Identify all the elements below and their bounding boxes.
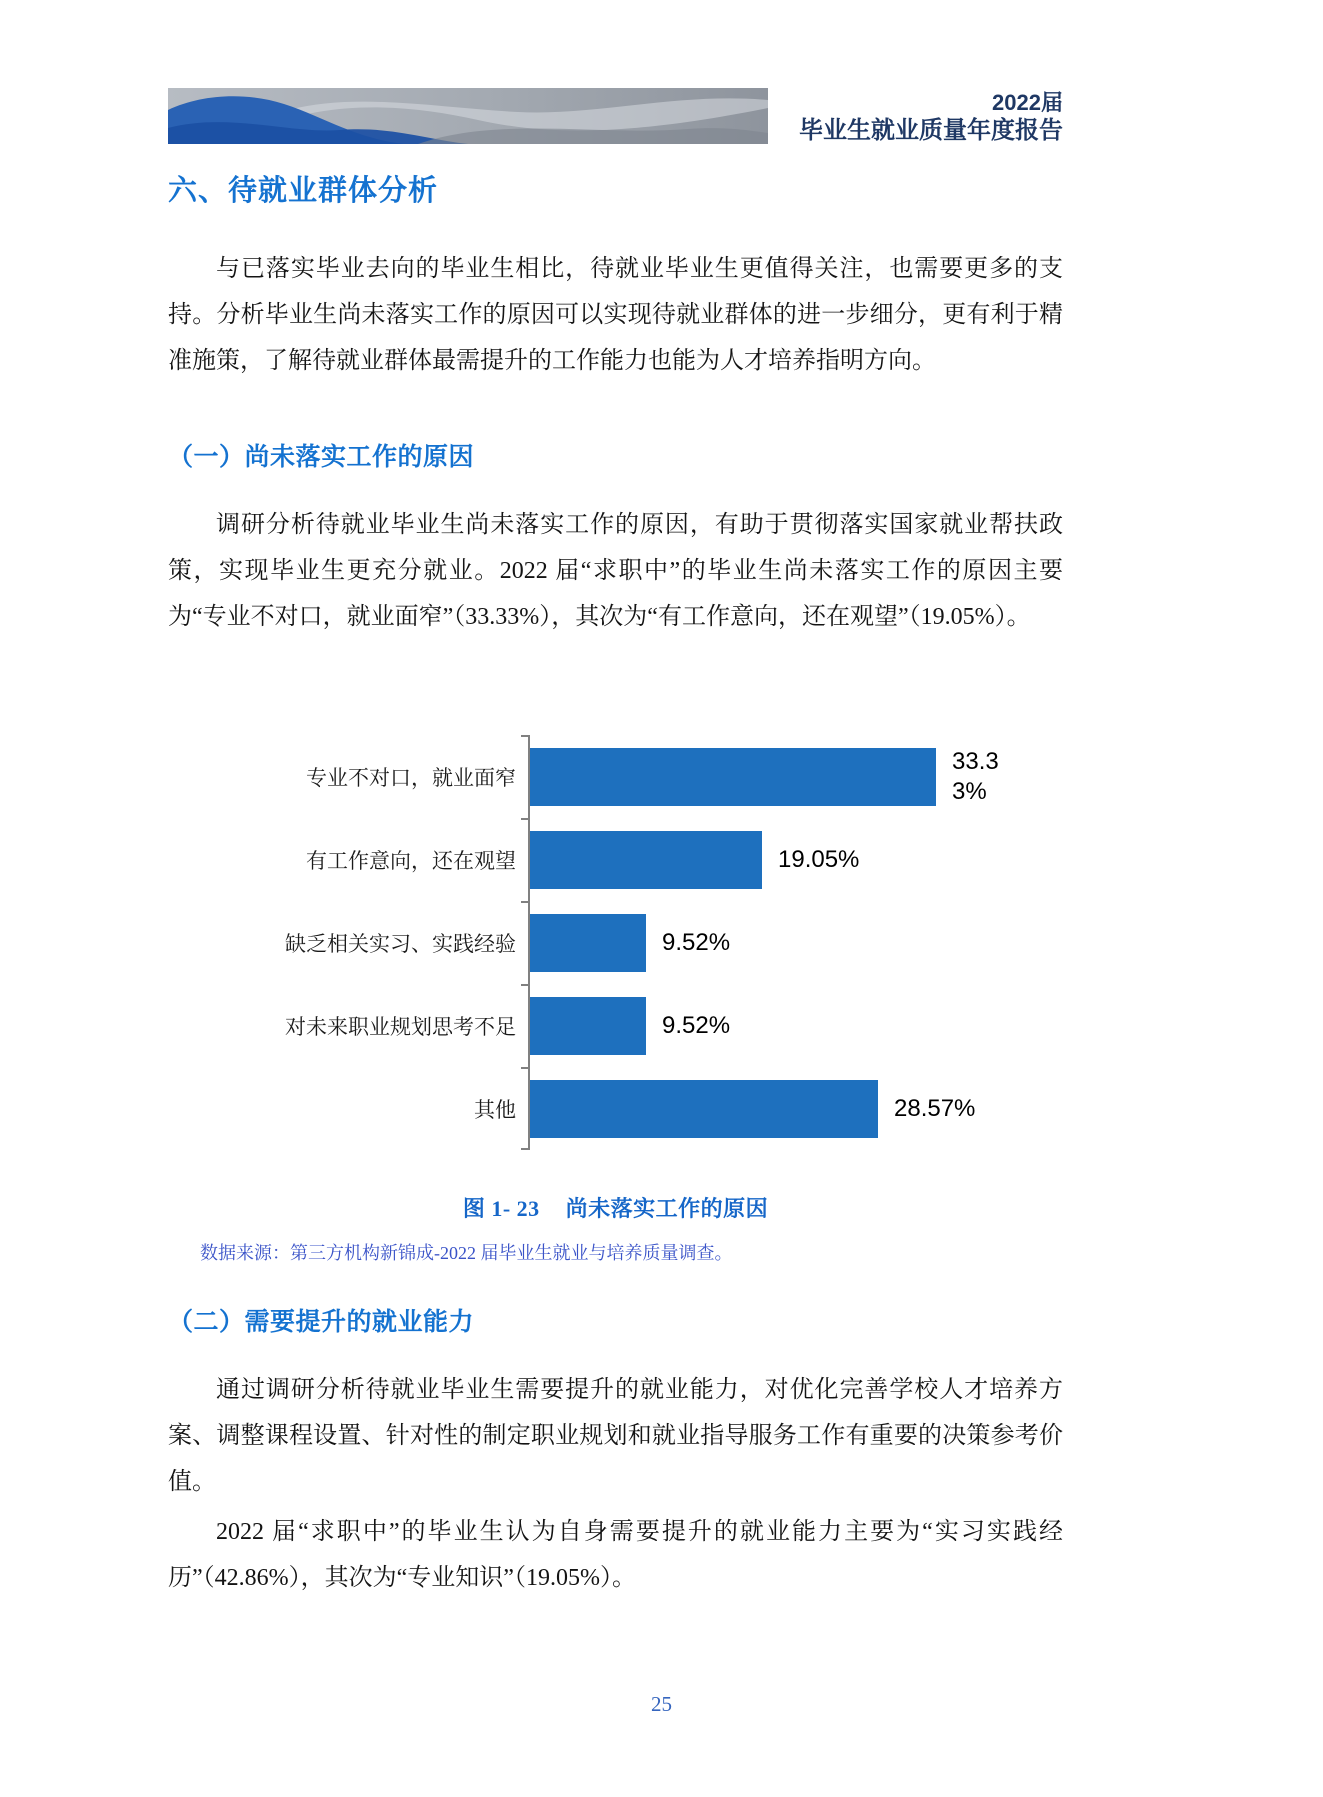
figure-data-source: 数据来源：第三方机构新锦成-2022 届毕业生就业与培养质量调查。 [200, 1243, 733, 1263]
category-label: 专业不对口，就业面窄 [306, 765, 516, 790]
page-number: 25 [651, 1692, 672, 1716]
figure-caption-title: 尚未落实工作的原因 [565, 1196, 769, 1221]
header-year: 2022届 [992, 90, 1063, 115]
bar [530, 748, 936, 806]
header-wave-banner-icon [168, 88, 768, 144]
bar-row [530, 1067, 1063, 1150]
header-titles [768, 88, 1063, 146]
intro-paragraph: 与已落实毕业去向的毕业生相比，待就业毕业生更值得关注，也需要更多的支持。分析毕业生尚未落实工作的原因可以实现待就业群体的进一步细分，更有利于精准施策，了解待就业群体最需提升的工作能力也能为人才培养指明方向。 [168, 256, 1063, 374]
axis-tick [521, 1067, 530, 1069]
subsection-1-paragraph: 调研分析待就业毕业生尚未落实工作的原因，有助于贯彻落实国家就业帮扶政策，实现毕业生更充分就业。2022 届“求职中”的毕业生尚未落实工作的原因主要为“专业不对口，就业面窄”（33.33%），其次为“有工作意向，还在观望”（19.05%）。 [168, 512, 1063, 630]
bar-row [530, 818, 1063, 901]
section-title: 六、待就业群体分析 [168, 175, 439, 207]
bar-value-label: 19.05% [778, 845, 860, 873]
subsection-2-paragraph-1: 通过调研分析待就业毕业生需要提升的就业能力，对优化完善学校人才培养方案、调整课程设置、针对性的制定职业规划和就业指导服务工作有重要的决策参考价值。 [168, 1377, 1063, 1495]
chart-plot-area [528, 735, 1063, 1150]
chart-grid [168, 735, 1063, 1150]
category-label: 其他 [474, 1097, 516, 1122]
bar-chart [168, 735, 1063, 1150]
bar-value-label: 9.52% [662, 928, 731, 956]
category-label: 有工作意向，还在观望 [306, 848, 516, 873]
axis-tick [521, 735, 530, 737]
figure-caption [168, 1192, 1063, 1223]
bar [530, 997, 646, 1055]
category-label: 缺乏相关实习、实践经验 [285, 931, 516, 956]
bar-value-label: 9.52% [662, 1011, 731, 1039]
bar-row [530, 735, 1063, 818]
bar [530, 831, 762, 889]
category-label: 对未来职业规划思考不足 [285, 1014, 516, 1039]
bar [530, 1080, 878, 1138]
bar [530, 914, 646, 972]
header-report-title: 毕业生就业质量年度报告 [799, 117, 1063, 144]
axis-tick [521, 984, 530, 986]
bar-row [530, 901, 1063, 984]
page-header [168, 88, 1063, 146]
bar-value-label: 33.33% [952, 747, 999, 805]
bar-row [530, 984, 1063, 1067]
axis-tick [521, 1148, 530, 1150]
bar-value-label: 28.57% [894, 1094, 976, 1122]
figure-caption-number: 图 1- 23 [462, 1196, 540, 1221]
axis-tick [521, 901, 530, 903]
axis-tick [521, 818, 530, 820]
chart-category-axis [168, 735, 528, 1150]
subsection-2-title: （二）需要提升的就业能力 [168, 1308, 475, 1336]
subsection-2-paragraph-2: 2022 届“求职中”的毕业生认为自身需要提升的就业能力主要为“实习实践经历”（42.86%），其次为“专业知识”（19.05%）。 [168, 1519, 1063, 1591]
subsection-1-title: （一）尚未落实工作的原因 [168, 443, 475, 471]
